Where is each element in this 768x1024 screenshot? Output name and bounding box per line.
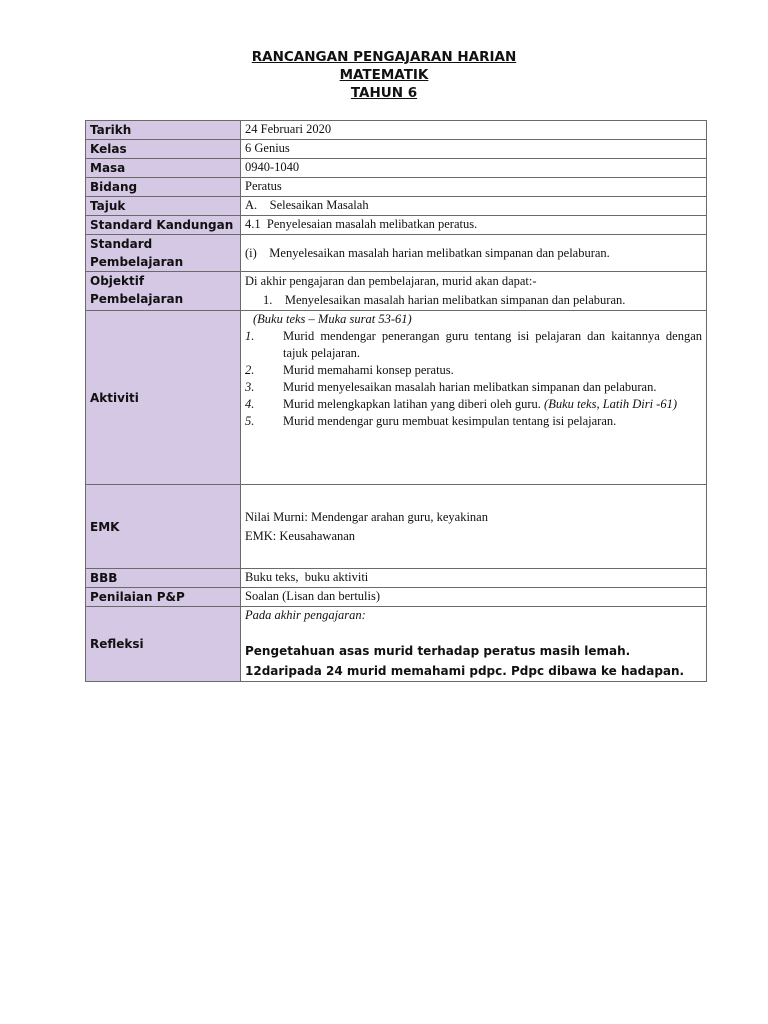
- label-aktiviti: Aktiviti: [86, 311, 241, 485]
- aktiviti-item-4-body: [283, 396, 702, 413]
- row-kelas: [86, 140, 707, 159]
- value-kelas: 6 Genius: [241, 140, 707, 159]
- aktiviti-item-5-num: 5.: [245, 414, 255, 428]
- label-tarikh: Tarikh: [86, 121, 241, 140]
- aktiviti-item-1-num: 1.: [245, 329, 255, 343]
- row-bidang: [86, 178, 707, 197]
- label-tajuk: Tajuk: [86, 197, 241, 216]
- label-refleksi: Refleksi: [86, 607, 241, 682]
- aktiviti-item-3-num: 3.: [245, 380, 255, 394]
- row-objektif: [86, 272, 707, 311]
- value-bbb: Buku teks, buku aktiviti: [241, 569, 707, 588]
- objektif-item: 1. Menyelesaikan masalah harian melibatkan simpanan dan pelaburan.: [263, 293, 626, 307]
- label-penilaian: Penilaian P&P: [86, 588, 241, 607]
- document-title: [0, 48, 768, 102]
- row-emk: [86, 485, 707, 569]
- label-standard-pembelajaran: [86, 235, 241, 272]
- aktiviti-item-4-ref: (Buku teks, Latih Diri -61): [544, 397, 678, 411]
- aktiviti-item-2-text: Murid memahami konsep peratus.: [283, 363, 454, 377]
- refleksi-text: Pengetahuan asas murid terhadap peratus masih lemah. 12daripada 24 murid memahami pdpc. Pdpc dibawa ke hadapan.: [245, 644, 685, 678]
- label-emk: EMK: [86, 485, 241, 569]
- row-masa: [86, 159, 707, 178]
- label-objektif: [86, 272, 241, 311]
- aktiviti-item-3-text: Murid menyelesaikan masalah harian melibatkan simpanan dan pelaburan.: [283, 380, 657, 394]
- value-objektif: [241, 272, 707, 311]
- aktiviti-item-2: [245, 362, 702, 379]
- value-penilaian: Soalan (Lisan dan bertulis): [241, 588, 707, 607]
- lesson-plan-table: [85, 120, 707, 682]
- aktiviti-item-1: [245, 328, 702, 362]
- value-tajuk: A. Selesaikan Masalah: [241, 197, 707, 216]
- aktiviti-item-4: [245, 396, 702, 413]
- label-standard-kandungan: Standard Kandungan: [86, 216, 241, 235]
- value-aktiviti: [241, 311, 707, 485]
- label-standard-pembelajaran-1: Standard: [90, 237, 153, 251]
- value-bidang: Peratus: [241, 178, 707, 197]
- title-line-1: RANCANGAN PENGAJARAN HARIAN: [251, 49, 517, 65]
- aktiviti-item-1-text: Murid mendengar penerangan guru tentang isi pelajaran dan kaitannya dengan tajuk pelajaran.: [283, 329, 702, 360]
- label-objektif-1: Objektif: [90, 274, 145, 288]
- aktiviti-ref: (Buku teks – Muka surat 53-61): [253, 312, 412, 326]
- label-standard-pembelajaran-2: Pembelajaran: [90, 255, 184, 269]
- aktiviti-item-4-num: 4.: [245, 397, 255, 411]
- emk-line-1: Nilai Murni: Mendengar arahan guru, keyakinan: [245, 509, 488, 524]
- aktiviti-item-5-text: Murid mendengar guru membuat kesimpulan tentang isi pelajaran.: [283, 414, 617, 428]
- row-tarikh: [86, 121, 707, 140]
- row-penilaian: [86, 588, 707, 607]
- row-standard-kandungan: [86, 216, 707, 235]
- value-emk: [241, 485, 707, 569]
- value-tarikh: 24 Februari 2020: [241, 121, 707, 140]
- label-bbb: BBB: [86, 569, 241, 588]
- row-tajuk: [86, 197, 707, 216]
- emk-line-2: EMK: Keusahawanan: [245, 528, 356, 543]
- title-line-3: TAHUN 6: [350, 85, 418, 101]
- value-standard-pembelajaran: [241, 235, 707, 272]
- refleksi-intro: Pada akhir pengajaran:: [245, 608, 366, 622]
- aktiviti-item-5: [245, 413, 702, 430]
- label-masa: Masa: [86, 159, 241, 178]
- aktiviti-item-4-text: Murid melengkapkan latihan yang diberi oleh guru.: [283, 397, 541, 411]
- row-standard-pembelajaran: [86, 235, 707, 272]
- label-objektif-2: Pembelajaran: [90, 292, 184, 306]
- objektif-intro: Di akhir pengajaran dan pembelajaran, murid akan dapat:-: [245, 274, 537, 288]
- row-bbb: [86, 569, 707, 588]
- value-standard-kandungan: 4.1 Penyelesaian masalah melibatkan peratus.: [241, 216, 707, 235]
- label-bidang: Bidang: [86, 178, 241, 197]
- aktiviti-item-2-num: 2.: [245, 363, 255, 377]
- aktiviti-item-3: [245, 379, 702, 396]
- standard-pembelajaran-text: (i) Menyelesaikan masalah harian melibatkan simpanan dan pelaburan.: [245, 245, 610, 260]
- value-masa: 0940-1040: [241, 159, 707, 178]
- row-aktiviti: [86, 311, 707, 485]
- title-line-2: MATEMATIK: [339, 67, 429, 83]
- row-refleksi: [86, 607, 707, 682]
- label-kelas: Kelas: [86, 140, 241, 159]
- value-refleksi: [241, 607, 707, 682]
